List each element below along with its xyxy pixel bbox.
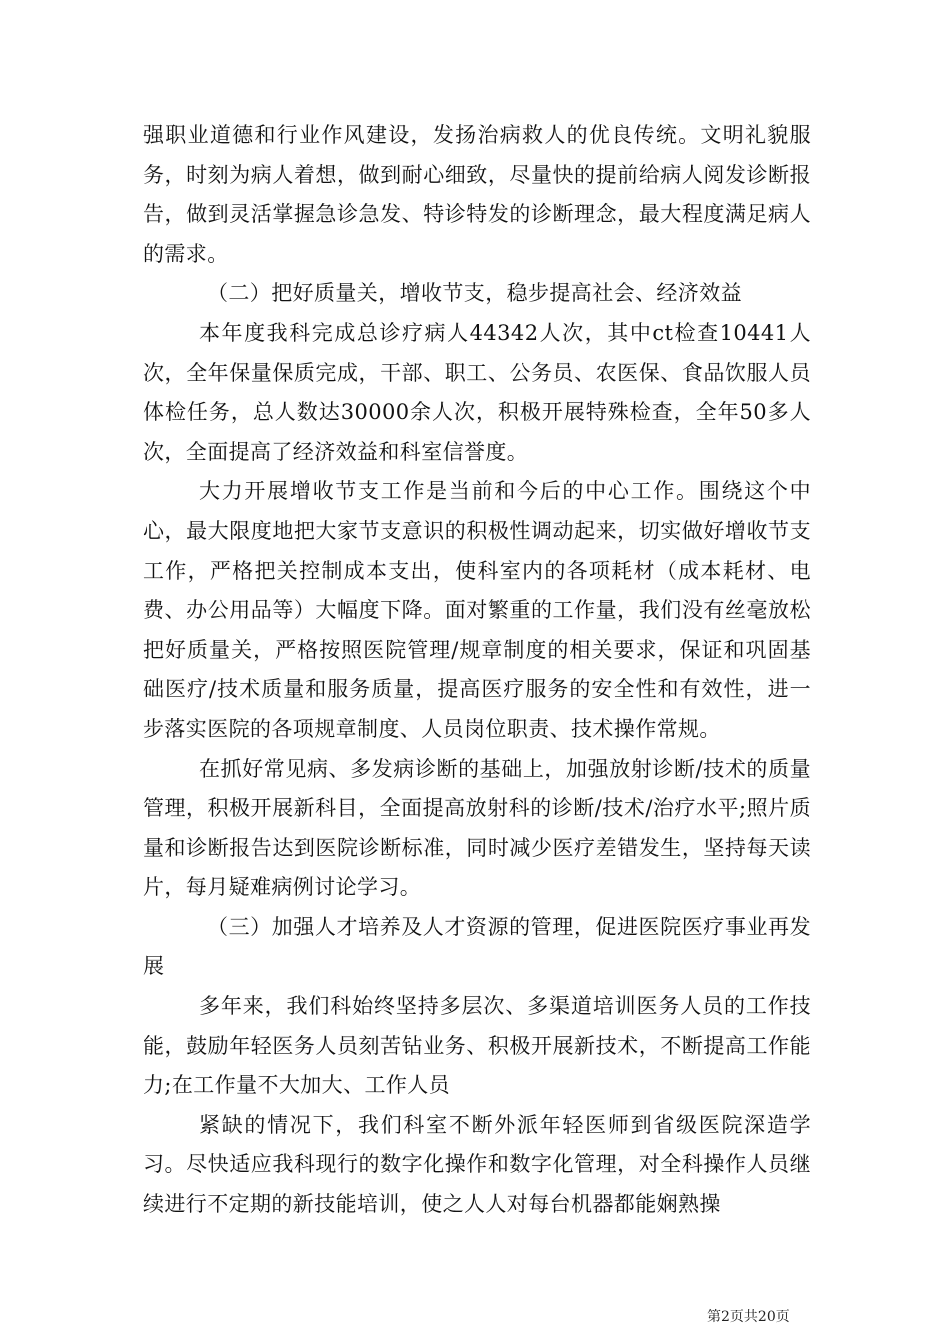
page-number: 第2页共20页 xyxy=(707,1309,790,1325)
section-heading-3: （三）加强人才培养及人才资源的管理，促进医院医疗事业再发展 xyxy=(143,914,811,979)
paragraph-quality-management: 在抓好常见病、多发病诊断的基础上，加强放射诊断/技术的质量管理，积极开展新科目，全面提高放射科的诊断/技术/治疗水平;照片质量和诊断报告达到医院诊断标准，同时减少医疗差错发生，坚持每天读片，每月疑难病例讨论学习。 xyxy=(143,756,811,900)
section-heading-2: （二）把好质量关，增收节支，稳步提高社会、经济效益 xyxy=(207,281,742,306)
paragraph-further-study: 紧缺的情况下，我们科室不断外派年轻医师到省级医院深造学习。尽快适应我科现行的数字化操作和数字化管理，对全科操作人员继续进行不定期的新技能培训，使之人人对每台机器都能娴熟操 xyxy=(143,1112,811,1217)
paragraph-training: 多年来，我们科始终坚持多层次、多渠道培训医务人员的工作技能，鼓励年轻医务人员刻苦钻业务、积极开展新技术，不断提高工作能力;在工作量不大加大、工作人员 xyxy=(143,994,811,1098)
document-body xyxy=(143,116,811,1225)
paragraph-statistics: 本年度我科完成总诊疗病人44342人次，其中ct检查10441人次，全年保量保质完成，干部、职工、公务员、农医保、食品饮服人员体检任务，总人数达30000余人次，积极开展特殊检查，全年50多人次，全面提高了经济效益和科室信誉度。 xyxy=(143,320,811,464)
paragraph-continued: 强职业道德和行业作风建设，发扬治病救人的优良传统。文明礼貌服务，时刻为病人着想，做到耐心细致，尽量快的提前给病人阅发诊断报告，做到灵活掌握急诊急发、特诊特发的诊断理念，最大程度满足病人的需求。 xyxy=(143,123,811,266)
paragraph-cost-saving: 大力开展增收节支工作是当前和今后的中心工作。围绕这个中心，最大限度地把大家节支意识的积极性调动起来，切实做好增收节支工作，严格把关控制成本支出，使科室内的各项耗材（成本耗材、电费、办公用品等）大幅度下降。面对繁重的工作量，我们没有丝毫放松把好质量关，严格按照医院管理/规章制度的相关要求，保证和巩固基础医疗/技术质量和服务质量，提高医疗服务的安全性和有效性，进一步落实医院的各项规章制度、人员岗位职责、技术操作常规。 xyxy=(143,479,811,741)
